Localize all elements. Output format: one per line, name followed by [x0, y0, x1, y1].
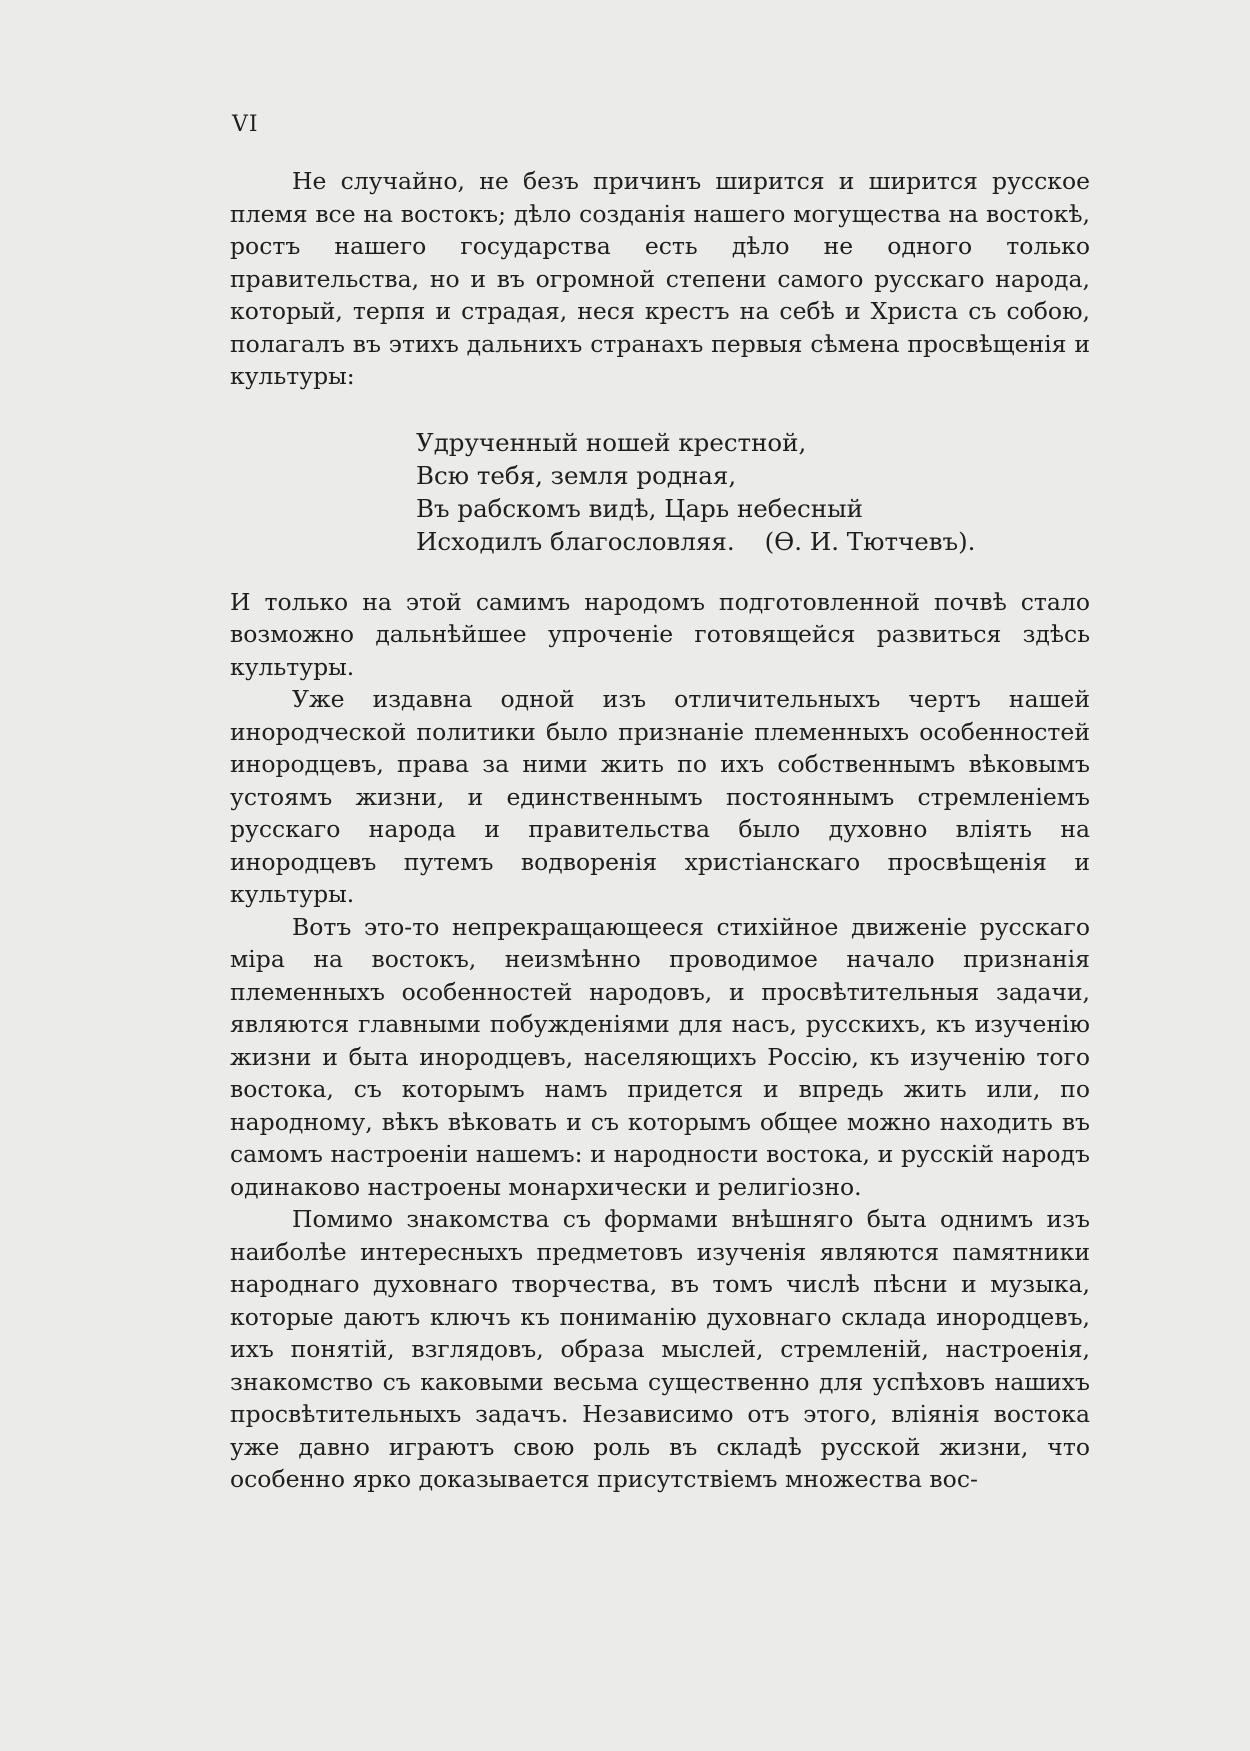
poem-line-4-text: Исходилъ благословляя.	[416, 526, 735, 556]
poem-attribution: (Ѳ. И. Тютчевъ).	[764, 526, 976, 556]
poem-line-4	[416, 525, 1090, 558]
paragraph-3: Уже издавна одной изъ отличительныхъ чертъ нашей инородческой политики было признаніе племенныхъ особенностей инородцевъ, права за ними жить по ихъ собственнымъ вѣковымъ устоямъ жизни, и единственнымъ постояннымъ стремленіемъ русскаго народа и правительства было духовно влiять на инородцевъ путемъ водворенія христіанскаго просвѣщенія и культуры.	[230, 685, 1090, 908]
paragraph-1: Не случайно, не безъ причинъ ширится и ширится русское племя все на востокъ; дѣло созданія нашего могущества на востокѣ, ростъ нашего государства есть дѣло не одного только правительства, но и въ огромной степени самого русскаго народа, который, терпя и страдая, неся крестъ на себѣ и Христа съ собою, полагалъ въ этихъ дальнихъ странахъ первыя сѣмена просвѣщенія и культуры:	[230, 167, 1090, 390]
poem-line-1: Удрученный ношей крестной,	[416, 427, 807, 457]
page-number: VI	[232, 112, 259, 137]
body-text	[230, 165, 1090, 1496]
paragraph-2: И только на этой самимъ народомъ подготовленной почвѣ стало возможно дальнѣйшее упроченіе готовящейся развиться здѣсь культуры.	[230, 587, 1090, 681]
poem-line-2: Всю тебя, земля родная,	[416, 460, 737, 490]
paragraph-5: Помимо знакомства съ формами внѣшняго быта однимъ изъ наиболѣе интересныхъ предметовъ изученія являются памятники народнаго духовнаго творчества, въ томъ числѣ пѣсни и музыка, которые даютъ ключъ къ пониманію духовнаго склада инородцевъ, ихъ понятій, взглядовъ, образа мыслей, стремленій, настроенія, знакомство съ каковыми весьма существенно для успѣховъ нашихъ просвѣтительныхъ задачъ. Независимо отъ этого, вліянія востока уже давно играютъ свою роль въ складѣ русской жизни, что особенно ярко доказывается присутствіемъ множества вос-	[230, 1205, 1090, 1493]
poem-quote	[416, 426, 1090, 558]
paragraph-4: Вотъ это-то непрекращающееся стихійное движеніе русскаго міра на востокъ, неизмѣнно проводимое начало признанія племенныхъ особенностей народовъ, и просвѣтительныя задачи, являются главными побужденіями для насъ, русскихъ, къ изученію жизни и быта инородцевъ, населяющихъ Россію, къ изученію того востока, съ которымъ намъ придется и впредь жить или, по народному, вѣкъ вѣковать и съ которымъ общее можно находить въ самомъ настроеніи нашемъ: и народности востока, и русскій народъ одинаково настроены монархически и религіозно.	[230, 912, 1090, 1201]
poem-line-3: Въ рабскомъ видѣ, Царь небесный	[416, 493, 863, 523]
